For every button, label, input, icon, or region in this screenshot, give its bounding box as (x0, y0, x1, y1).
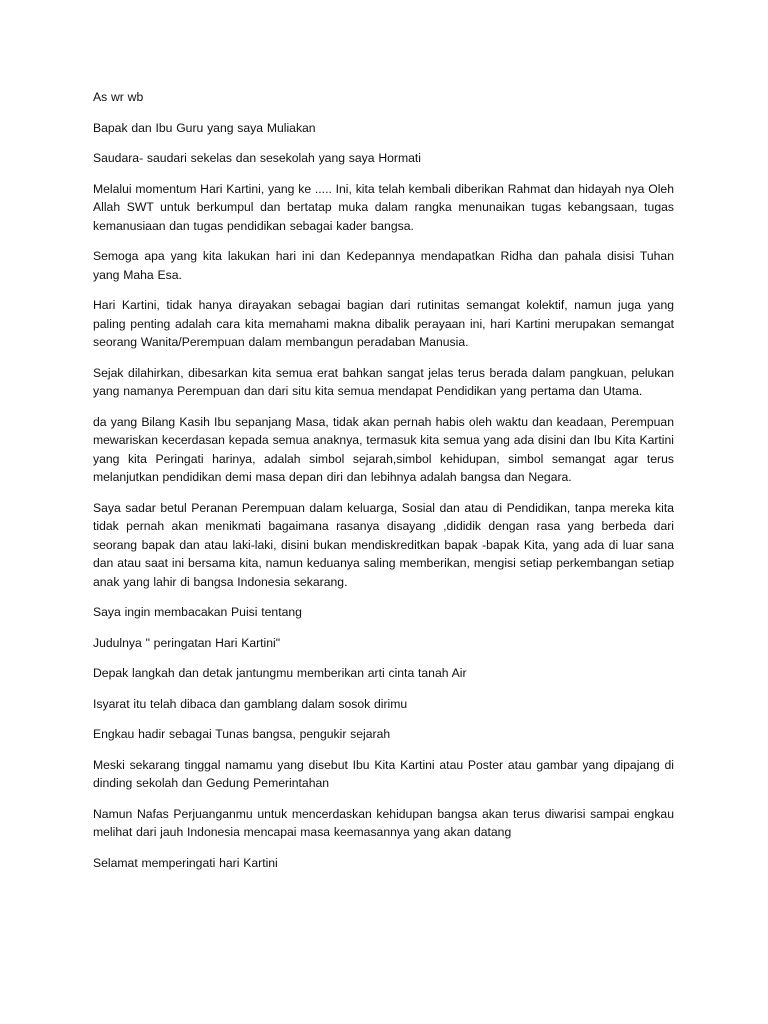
poem-line: Meski sekarang tinggal namamu yang disebut Ibu Kita Kartini atau Poster atau gambar yang dipajang di dinding sekolah dan Gedung Pemerintahan (93, 757, 674, 790)
closing-line: Selamat memperingati hari Kartini (93, 855, 278, 870)
poem-line: Namun Nafas Perjuanganmu untuk mencerdaskan kehidupan bangsa akan terus diwarisi sampai engkau melihat dari jauh Indonesia mencapai masa keemasannya yang akan datang (93, 806, 674, 839)
poem-line: Isyarat itu telah dibaca dan gamblang dalam sosok dirimu (93, 696, 408, 711)
poem-line: Depak langkah dan detak jantungmu memberikan arti cinta tanah Air (93, 666, 467, 680)
paragraph-prayer: Semoga apa yang kita lakukan hari ini dan Kedepannya mendapatkan Ridha dan pahala disisi Tuhan yang Maha Esa. (93, 249, 674, 282)
document-body (93, 88, 674, 884)
paragraph-women-role: Saya sadar betul Peranan Perempuan dalam keluarga, Sosial dan atau di Pendidikan, tanpa mereka kita tidak pernah akan menikmati bagaimana rasanya disayang ,dididik dengan rasa yang berbeda dari seorang bapak dan atau laki-laki, disini bukan mendiskreditkan bapak -bapak Kita, yang ada di luar sana dan atau saat ini bersama kita, namun keduanya saling memberikan, mengisi setiap perkembangan setiap anak yang lahir di bangsa Indonesia sekarang. (93, 500, 674, 589)
poem-title: Judulnya " peringatan Hari Kartini" (93, 635, 281, 650)
paragraph-opening: Melalui momentum Hari Kartini, yang ke ..... Ini, kita telah kembali diberikan Rahmat dan hidayah nya Oleh Allah SWT untuk berkumpul dan bertatap muka dalam rangka menunaikan tugas kebangsaan, tugas kemanusiaan dan tugas pendidikan sebagai kader bangsa. (93, 181, 674, 233)
poem-line: Engkau hadir sebagai Tunas bangsa, pengukir sejarah (93, 727, 391, 741)
paragraph-kartini-meaning: Hari Kartini, tidak hanya dirayakan sebagai bagian dari rutinitas semangat kolektif, namun juga yang paling penting adalah cara kita memahami makna dibalik perayaan ini, hari Kartini merupakan semangat seorang Wanita/Perempuan dalam membangun peradaban Manusia. (93, 298, 674, 349)
paragraph-upbringing: Sejak dilahirkan, dibesarkan kita semua erat bahkan sangat jelas terus berada dalam pangkuan, pelukan yang namanya Perempuan dan dari situ kita semua mendapat Pendidikan yang pertama dan Utama. (93, 365, 674, 398)
greeting-line: As wr wb (93, 90, 144, 104)
poem-intro: Saya ingin membacakan Puisi tentang (93, 605, 302, 619)
paragraph-mother-love: da yang Bilang Kasih Ibu sepanjang Masa, tidak akan pernah habis oleh waktu dan keadaan, Perempuan mewariskan kecerdasan kepada semua anaknya, termasuk kita semua yang ada disini dan Ibu Kita Kartini yang kita Peringati harinya, adalah simbol sejarah,simbol kehidupan, simbol semangat agar terus melanjutkan pendidikan demi masa depan diri dan lebihnya adalah bangsa dan Negara. (93, 414, 674, 484)
salutation-students: Saudara- saudari sekelas dan sesekolah yang saya Hormati (93, 151, 421, 165)
salutation-teachers: Bapak dan Ibu Guru yang saya Muliakan (93, 120, 316, 135)
